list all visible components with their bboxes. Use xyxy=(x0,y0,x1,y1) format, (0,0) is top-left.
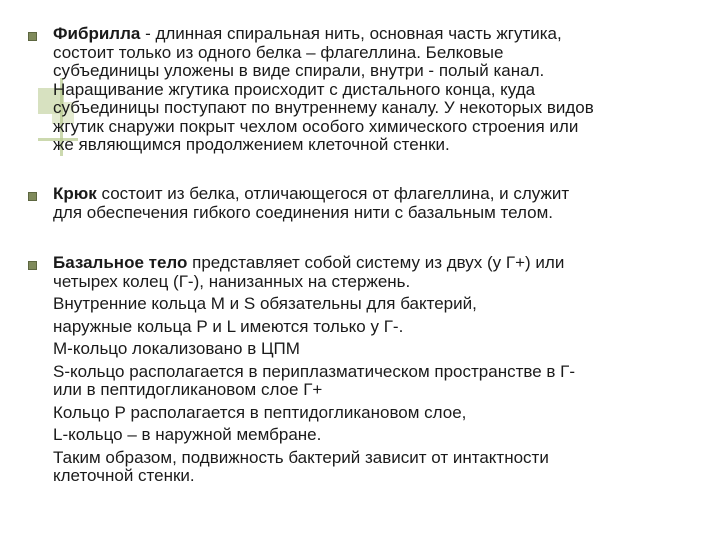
text-line: Внутренние кольца М и S обязательны для бактерий, xyxy=(53,294,477,313)
text-line: же являющимся продолжением клеточной стенки. xyxy=(53,135,450,154)
text-line: жгутик снаружи покрыт чехлом особого химического строения или xyxy=(53,116,579,136)
list-item-text xyxy=(53,185,710,222)
text-line: клеточной стенки. xyxy=(53,466,195,485)
text-line: субъединицы поступают по внутреннему каналу. У некоторых видов xyxy=(53,98,594,117)
text-line: L-кольцо – в наружной мембране. xyxy=(53,425,322,444)
list-item-text xyxy=(53,254,710,486)
text-line: состоит только из одного белка – флагеллина. Белковые xyxy=(53,42,504,62)
text-line: Фибрилла - длинная спиральная нить, основная часть жгутика, xyxy=(53,24,562,43)
term: Крюк xyxy=(53,184,97,203)
bullet-icon xyxy=(28,261,37,270)
text-line: субъединицы уложены в виде спирали, внутри - полый канал. xyxy=(53,61,545,80)
list-item-text xyxy=(53,25,710,155)
term: Фибрилла xyxy=(53,24,141,43)
text-line: или в пептидогликановом слое Г+ xyxy=(53,380,323,399)
bullet-icon xyxy=(28,32,37,41)
text-line: М-кольцо локализовано в ЦПМ xyxy=(53,339,300,358)
term: Базальное тело xyxy=(53,253,188,272)
text-line: S-кольцо располагается в периплазматическом пространстве в Г- xyxy=(53,361,576,381)
text-line: Кольцо Р располагается в пептидогликановом слое, xyxy=(53,402,467,422)
text-line: Таким образом, подвижность бактерий зависит от интактности xyxy=(53,447,549,467)
text-line: Базальное тело представляет собой систему из двух (у Г+) или xyxy=(53,253,565,272)
text-line: четырех колец (Г-), нанизанных на стержень. xyxy=(53,271,411,291)
text-line: Наращивание жгутика происходит с дистального конца, куда xyxy=(53,79,536,99)
text-line: для обеспечения гибкого соединения нити с базальным телом. xyxy=(53,202,553,222)
text-line: наружные кольца Р и L имеются только у Г-. xyxy=(53,316,404,336)
text-line: Крюк состоит из белка, отличающегося от флагеллина, и служит xyxy=(53,184,570,203)
bullet-icon xyxy=(28,192,37,201)
